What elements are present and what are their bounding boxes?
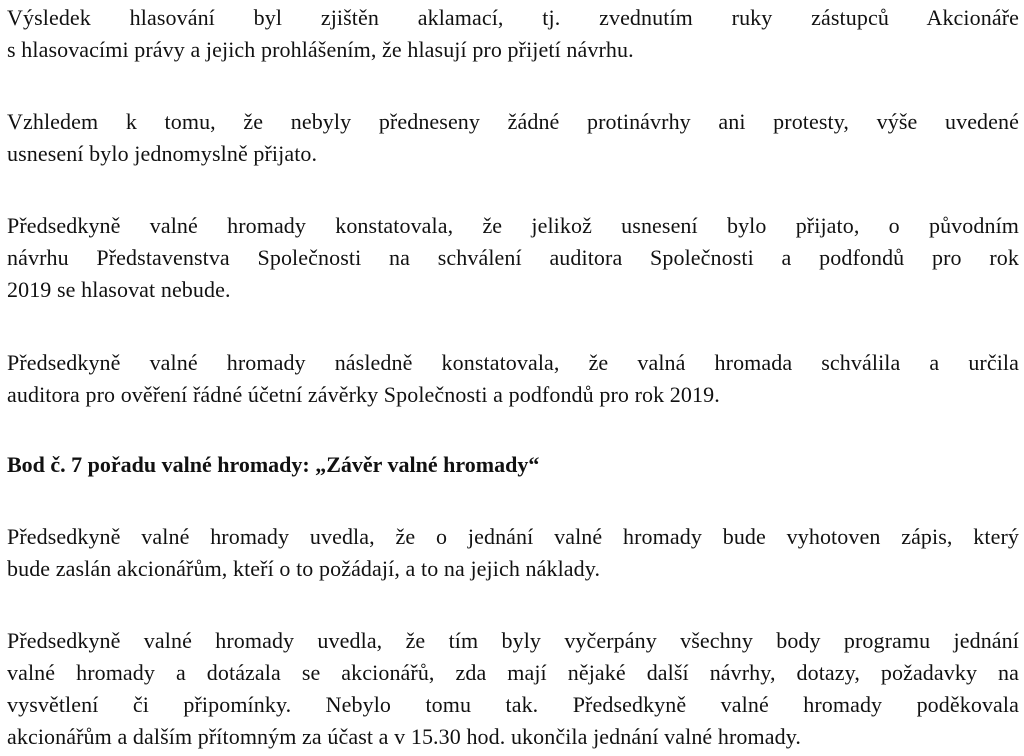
text-line: s hlasovacími právy a jejich prohlášením, že hlasují pro přijetí návrhu. (7, 37, 634, 62)
text-line: usnesení bylo jednomyslně přijato. (7, 141, 318, 166)
paragraph-original-proposal (7, 210, 1019, 306)
paragraph-minutes (7, 521, 1019, 585)
text-line: Vzhledem k tomu, že nebyly předneseny žádné protinávrhy ani protesty, výše uvedené (7, 109, 1019, 134)
text-line: Předsedkyně valné hromady uvedla, že o jednání valné hromady bude vyhotoven zápis, který (7, 524, 1019, 549)
section-heading: Bod č. 7 pořadu valné hromady: „Závěr valné hromady“ (7, 452, 540, 477)
text-line: 2019 se hlasovat nebude. (7, 277, 231, 302)
text-line: vysvětlení či připomínky. Nebylo tomu tak. Předsedkyně valné hromady poděkovala (7, 692, 1019, 717)
text-line: auditora pro ověření řádné účetní závěrky Společnosti a podfondů pro rok 2019. (7, 382, 720, 407)
text-line: Výsledek hlasování byl zjištěn aklamací, tj. zvednutím ruky zástupců Akcionáře (7, 5, 1019, 30)
text-line: Předsedkyně valné hromady následně konstatovala, že valná hromada schválila a určila (7, 350, 1019, 375)
text-line: Předsedkyně valné hromady konstatovala, že jelikož usnesení bylo přijato, o původním (7, 213, 1019, 238)
paragraph-unanimous-adoption (7, 106, 1019, 170)
paragraph-meeting-closing (7, 625, 1019, 753)
text-line: bude zaslán akcionářům, kteří o to požádají, a to na jejich náklady. (7, 556, 601, 581)
paragraph-voting-result (7, 2, 1019, 66)
text-line: akcionářům a dalším přítomným za účast a v 15.30 hod. ukončila jednání valné hromady. (7, 724, 801, 749)
paragraph-auditor-approval (7, 347, 1019, 411)
text-line: Předsedkyně valné hromady uvedla, že tím byly vyčerpány všechny body programu jednání (7, 628, 1019, 653)
text-line: návrhu Představenstva Společnosti na schválení auditora Společnosti a podfondů pro rok (7, 245, 1019, 270)
text-line: valné hromady a dotázala se akcionářů, zda mají nějaké další návrhy, dotazy, požadavky na (7, 660, 1019, 685)
